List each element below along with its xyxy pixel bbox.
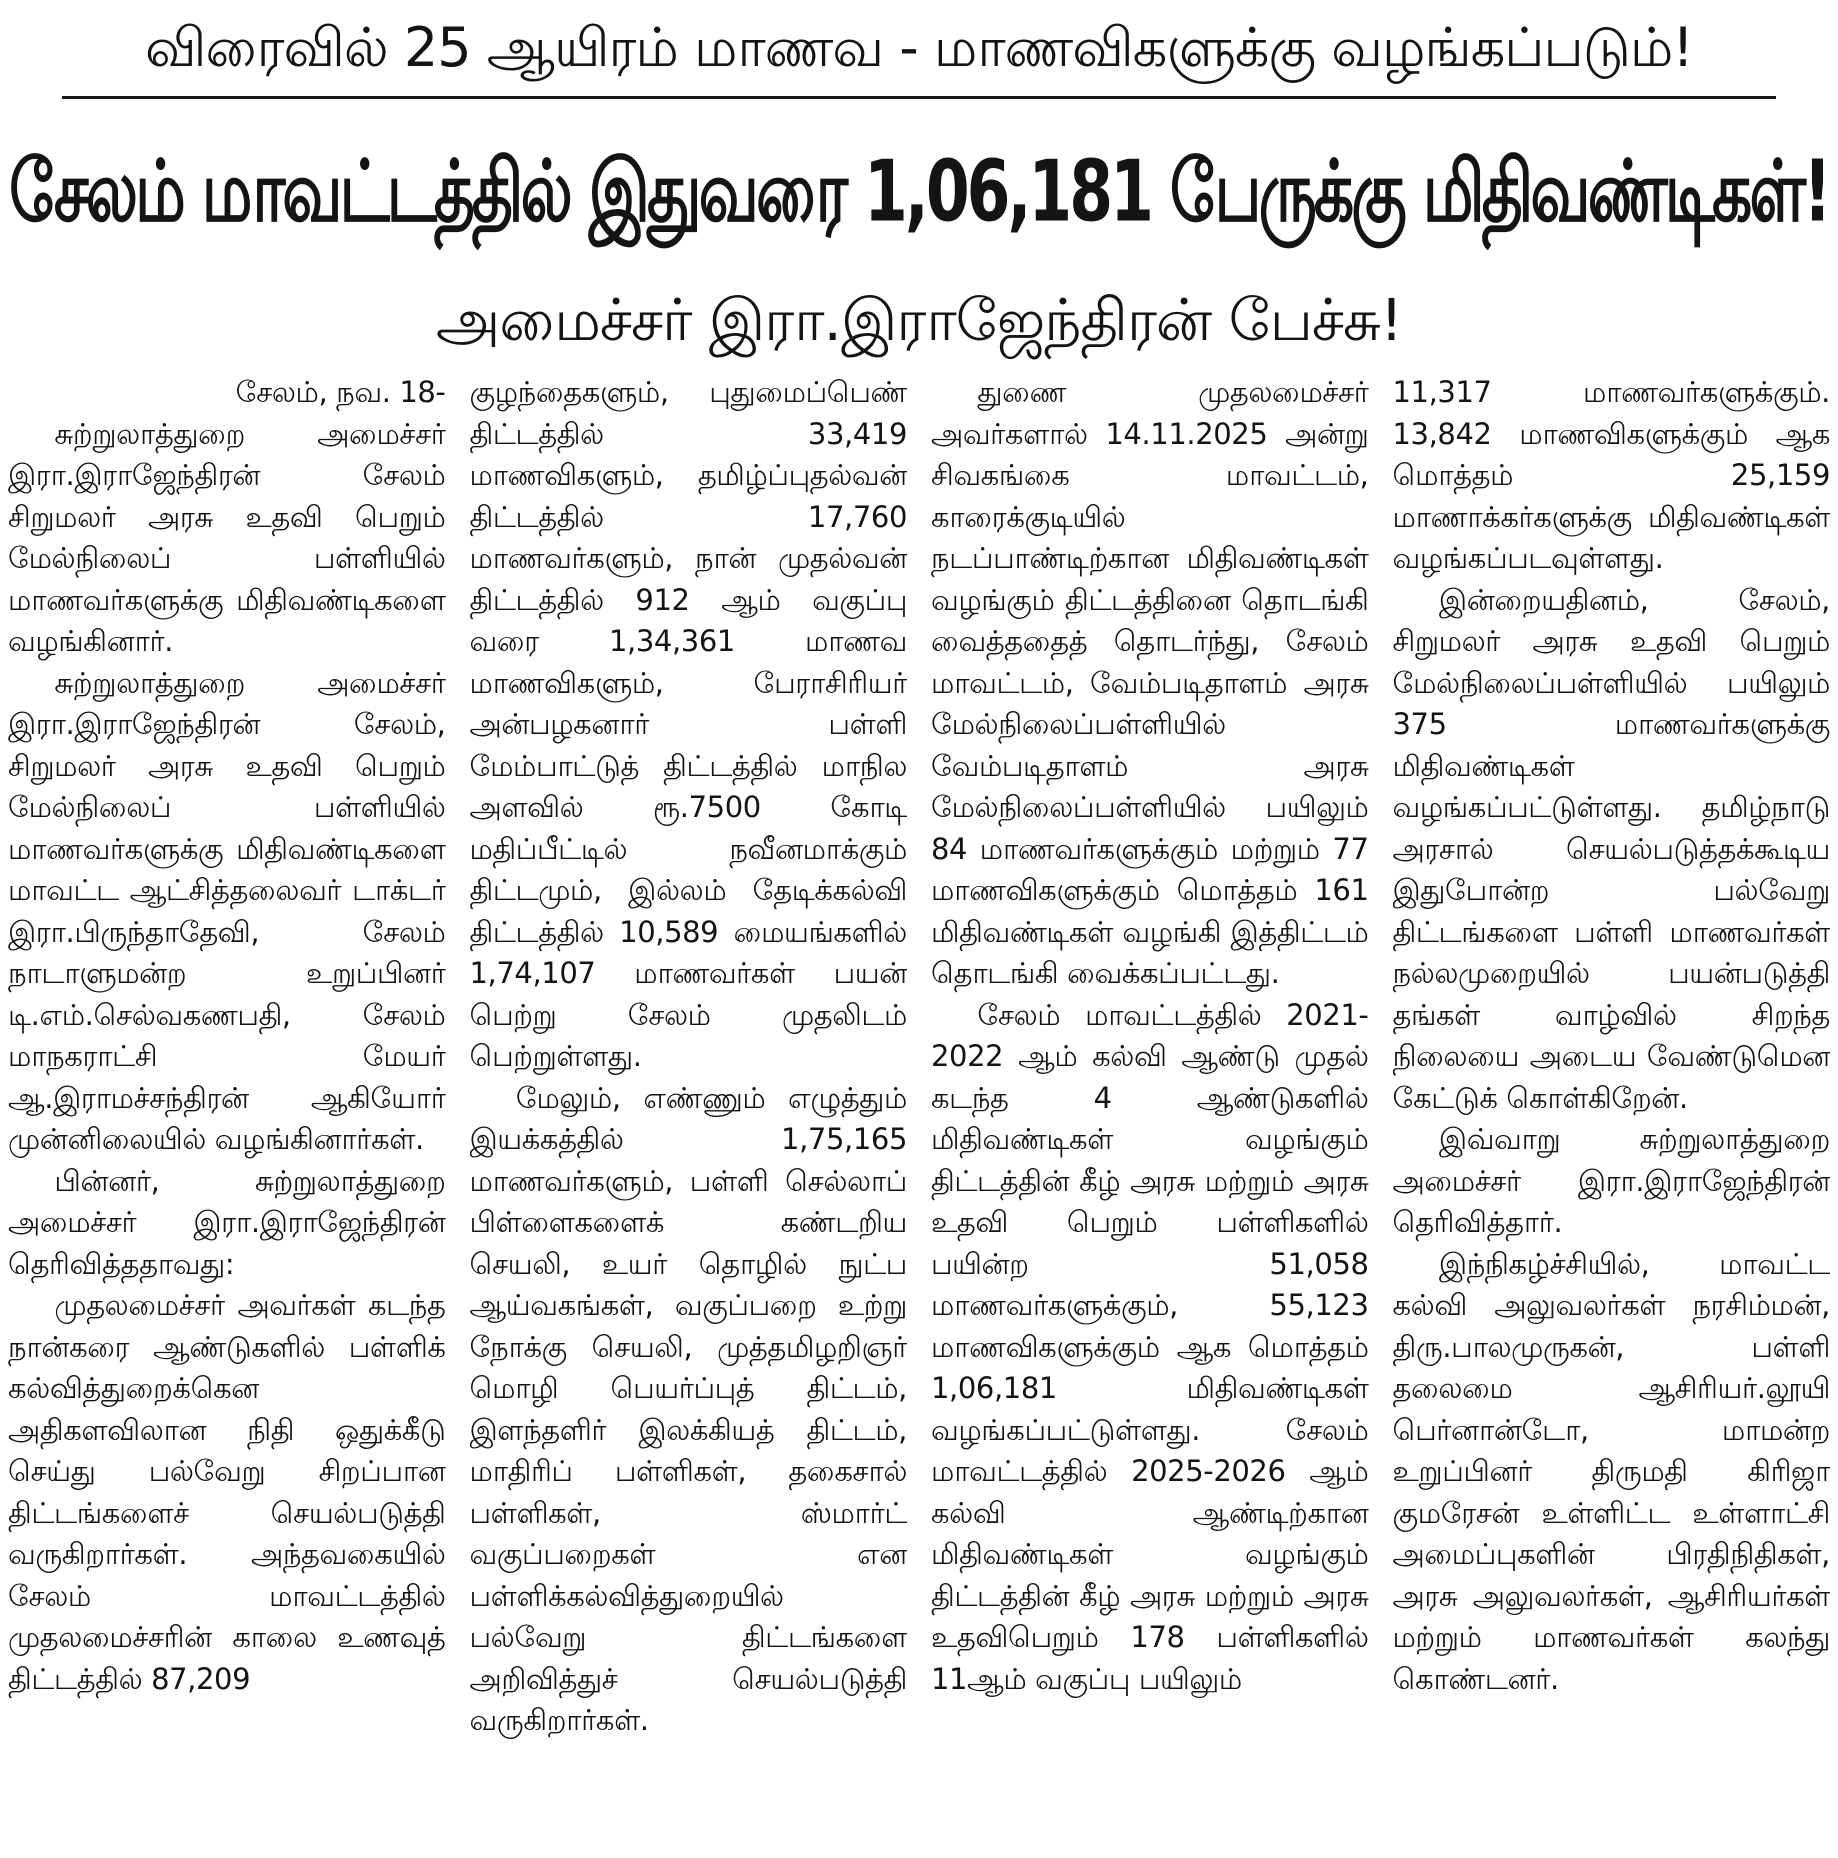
paragraph: முதலமைச்சர் அவர்கள் கடந்த நான்கரை ஆண்டுகளில் பள்ளிக் கல்வித்துறைக்கென அதிகளவிலான நிதி ஒதுக்கீடு செய்து பல்வேறு சிறப்பான திட்டங்களைச் செயல்படுத்தி வருகிறார்கள். அந்தவகையில் சேலம் மாவட்டத்தில் முதலமைச்சரின் காலை உணவுத் திட்டத்தில் 87,209 [8, 1288, 446, 1696]
paragraph: மேலும், எண்ணும் எழுத்தும் இயக்கத்தில் 1,75,165 மாணவர்களும், பள்ளி செல்லாப் பிள்ளைகளைக் கண்டறிய செயலி, உயர் தொழில் நுட்ப ஆய்வகங்கள், வகுப்பறை உற்று நோக்கு செயலி, முத்தமிழறிஞர் மொழி பெயர்ப்புத் திட்டம், இளந்தளிர் இலக்கியத் திட்டம், மாதிரிப் பள்ளிகள், தகைசால் பள்ளிகள், ஸ்மார்ட் வகுப்பறைகள் என பள்ளிக்கல்வித்துறையில் பல்வேறு திட்டங்களை அறிவித்துச் செயல்படுத்தி வருகிறார்கள். [469, 1080, 907, 1737]
dateline: சேலம், நவ. 18- [235, 375, 446, 409]
paragraph: துணை முதலமைச்சர் அவர்களால் 14.11.2025 அன்று சிவகங்கை மாவட்டம், காரைக்குடியில் நடப்பாண்டிற்கான மிதிவண்டிகள் வழங்கும் திட்டத்தினை தொடங்கி வைத்ததைத் தொடர்ந்து, சேலம் மாவட்டம், வேம்படிதாளம் அரசு மேல்நிலைப்பள்ளியில் வேம்படிதாளம் அரசு மேல்நிலைப்பள்ளியில் பயிலும் 84 மாணவர்களுக்கும் மற்றும் 77 மாணவிகளுக்கும் மொத்தம் 161 மிதிவண்டிகள் வழங்கி இத்திட்டம் தொடங்கி வைக்கப்பட்டது. [931, 375, 1369, 990]
paragraph: இன்றையதினம், சேலம், சிறுமலர் அரசு உதவி பெறும் மேல்நிலைப்பள்ளியில் பயிலும் 375 மாணவர்களுக்கு மிதிவண்டிகள் வழங்கப்பட்டுள்ளது. தமிழ்நாடு அரசால் செயல்படுத்தக்கூடிய இதுபோன்ற பல்வேறு திட்டங்களை பள்ளி மாணவர்கள் நல்லமுறையில் பயன்படுத்தி தங்கள் வாழ்வில் சிறந்த நிலையை அடைய வேண்டுமென கேட்டுக் கொள்கிறேன். [1392, 582, 1830, 1115]
paragraph-continued: குழந்தைகளும், புதுமைப்பெண் திட்டத்தில் 33,419 மாணவிகளும், தமிழ்ப்புதல்வன் திட்டத்தில் 17,760 மாணவர்களும், நான் முதல்வன் திட்டத்தில் 912 ஆம் வகுப்பு வரை 1,34,361 மாணவ மாணவிகளும், பேராசிரியர் அன்பழகனார் பள்ளி மேம்பாட்டுத் திட்டத்தில் மாநில அளவில் ரூ.7500 கோடி மதிப்பீட்டில் நவீனமாக்கும் திட்டமும், இல்லம் தேடிக்கல்வி திட்டத்தில் 10,589 மையங்களில் 1,74,107 மாணவர்கள் பயன் பெற்று சேலம் முதலிடம் பெற்றுள்ளது. [469, 375, 907, 1073]
paragraph: சுற்றுலாத்துறை அமைச்சர் இரா.இராஜேந்திரன் சேலம் சிறுமலர் அரசு உதவி பெறும் மேல்நிலைப் பள்ளியில் மாணவர்களுக்கு மிதிவண்டிகளை வழங்கினார். [8, 416, 446, 658]
article-column-4 [1393, 372, 1831, 1858]
article-column-2 [470, 372, 908, 1858]
article-column-1 [8, 372, 446, 1858]
paragraph-continued: 11,317 மாணவர்களுக்கும். 13,842 மாணவிகளுக்கும் ஆக மொத்தம் 25,159 மாணாக்கர்களுக்கு மிதிவண்டிகள் வழங்கப்படவுள்ளது. [1392, 375, 1830, 575]
paragraph: பின்னர், சுற்றுலாத்துறை அமைச்சர் இரா.இராஜேந்திரன் தெரிவித்ததாவது: [8, 1163, 446, 1281]
article-body [8, 372, 1830, 1858]
article-column-3 [931, 372, 1369, 1858]
paragraph: இந்நிகழ்ச்சியில், மாவட்ட கல்வி அலுவலர்கள் நரசிம்மன், திரு.பாலமுருகன், பள்ளி தலைமை ஆசிரியர்.லூயி பெர்னான்டோ, மாமன்ற உறுப்பினர் திருமதி கிரிஜா குமரேசன் உள்ளிட்ட உள்ளாட்சி அமைப்புகளின் பிரதிநிதிகள், அரசு அலுவலர்கள், ஆசிரியர்கள் மற்றும் மாணவர்கள் கலந்து கொண்டனர். [1392, 1246, 1830, 1696]
paragraph: சுற்றுலாத்துறை அமைச்சர் இரா.இராஜேந்திரன் சேலம், சிறுமலர் அரசு உதவி பெறும் மேல்நிலைப் பள்ளியில் மாணவர்களுக்கு மிதிவண்டிகளை மாவட்ட ஆட்சித்தலைவர் டாக்டர் இரா.பிருந்தாதேவி, சேலம் நாடாளுமன்ற உறுப்பினர் டி.எம்.செல்வகணபதி, சேலம் மாநகராட்சி மேயர் ஆ.இராமச்சந்திரன் ஆகியோர் முன்னிலையில் வழங்கினார்கள். [8, 665, 446, 1156]
paragraph: இவ்வாறு சுற்றுலாத்துறை அமைச்சர் இரா.இராஜேந்திரன் தெரிவித்தார். [1392, 1122, 1830, 1239]
kicker-headline: விரைவில் 25 ஆயிரம் மாணவ - மாணவிகளுக்கு வழங்கப்படும்! [145, 16, 1693, 79]
paragraph: சேலம் மாவட்டத்தில் 2021-2022 ஆம் கல்வி ஆண்டு முதல் கடந்த 4 ஆண்டுகளில் மிதிவண்டிகள் வழங்கும் திட்டத்தின் கீழ் அரசு மற்றும் அரசு உதவி பெறும் பள்ளிகளில் பயின்ற 51,058 மாணவர்களுக்கும், 55,123 மாணவிகளுக்கும் ஆக மொத்தம் 1,06,181 மிதிவண்டிகள் வழங்கப்பட்டுள்ளது. சேலம் மாவட்டத்தில் 2025-2026 ஆம் கல்வி ஆண்டிற்கான மிதிவண்டிகள் வழங்கும் திட்டத்தின் கீழ் அரசு மற்றும் அரசு உதவிபெறும் 178 பள்ளிகளில் 11ஆம் வகுப்பு பயிலும் [931, 997, 1369, 1696]
sub-headline: அமைச்சர் இரா.இராஜேந்திரன் பேச்சு! [435, 286, 1403, 354]
main-headline: சேலம் மாவட்டத்தில் இதுவரை 1,06,181 பேருக்கு மிதிவண்டிகள்! [9, 142, 1829, 241]
